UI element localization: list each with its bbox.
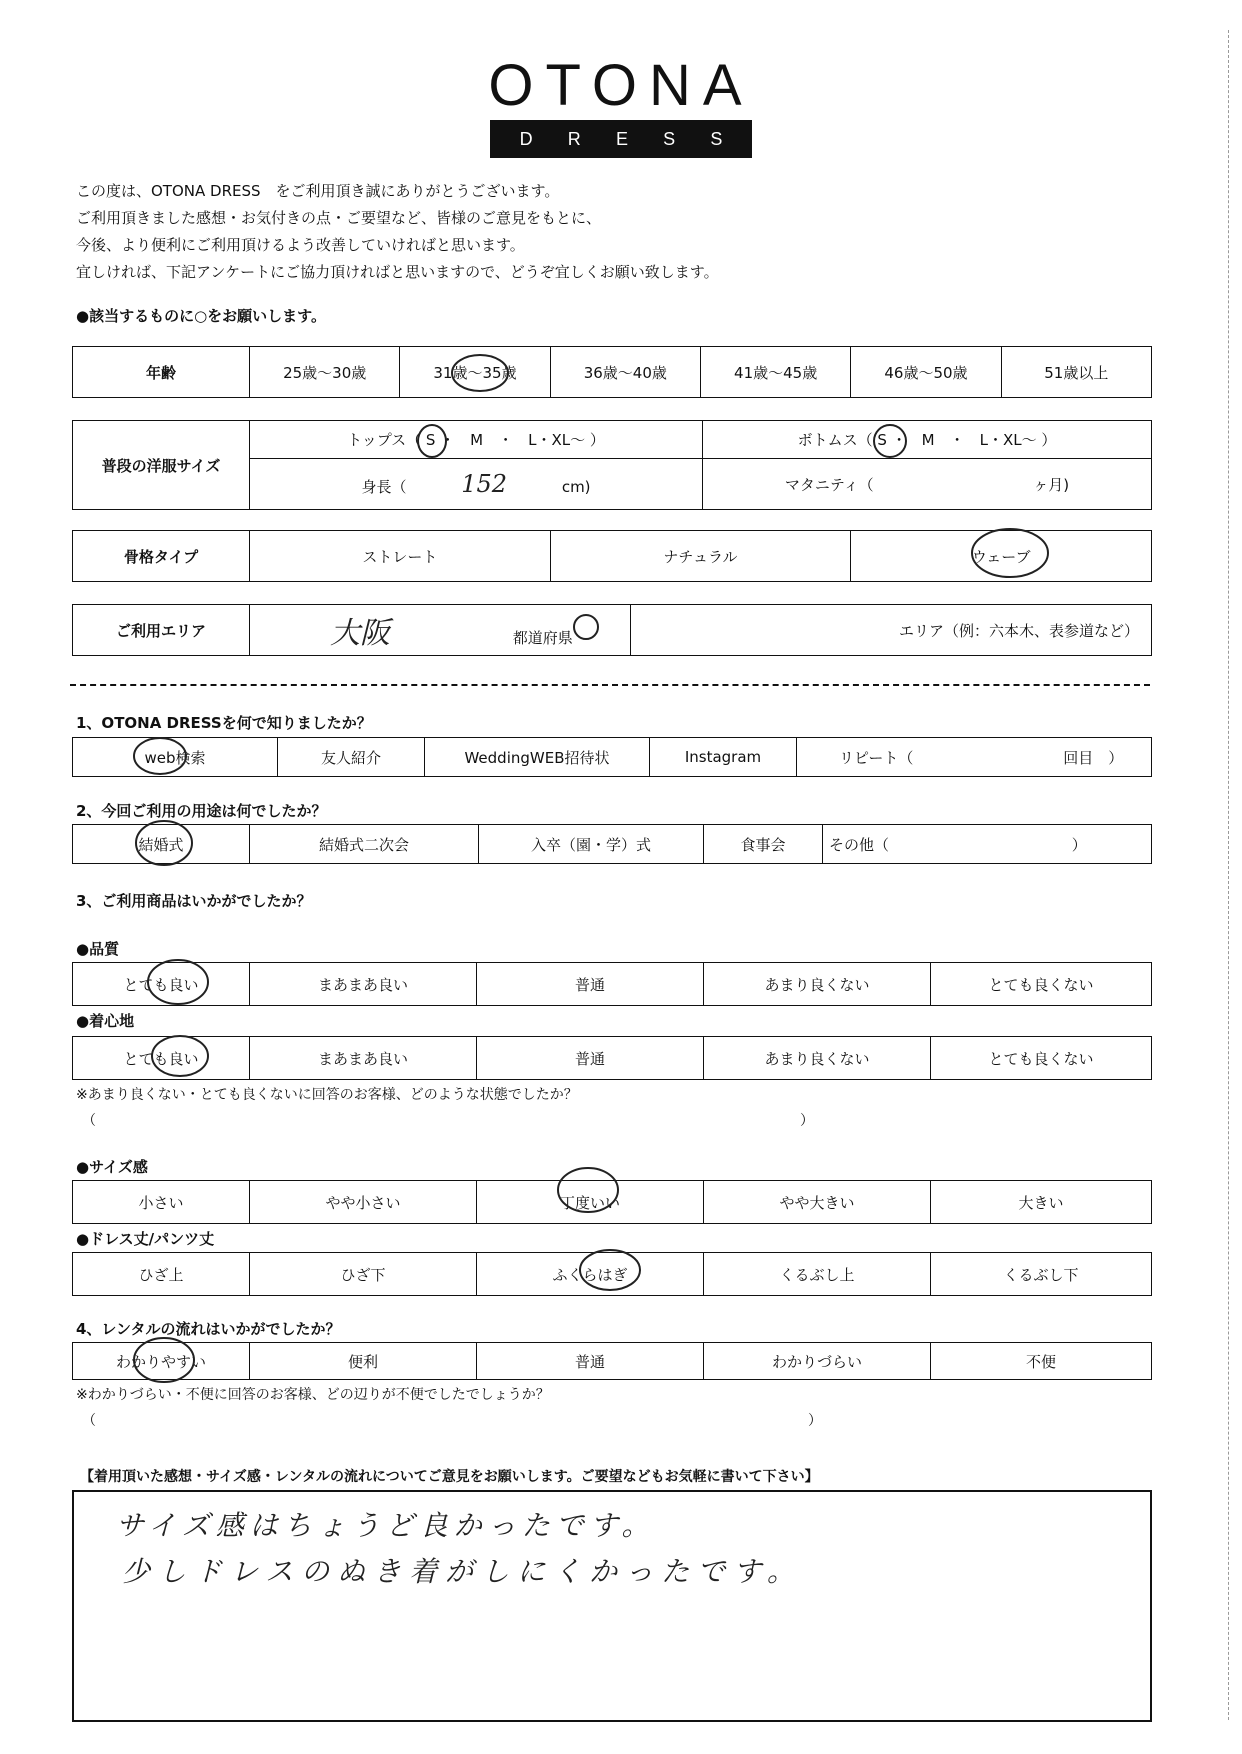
comfort-table — [72, 1036, 1152, 1080]
q4-option[interactable]: わかりやすい — [73, 1343, 250, 1380]
fit-label: ●サイズ感 — [76, 1158, 148, 1176]
tops-size-options[interactable]: トップス（ S ・ M ・ L・XL～ ） — [250, 421, 703, 459]
age-table — [72, 346, 1152, 398]
comfort-option[interactable]: 普通 — [477, 1037, 704, 1080]
body-type-table — [72, 530, 1152, 582]
comment-line: 少しドレスのぬき着がしにくかったです。 — [122, 1555, 803, 1588]
note-bad-quality: ※あまり良くない・とても良くないに回答のお客様、どのような状態でしたか？ — [76, 1087, 578, 1103]
length-option[interactable]: ひざ上 — [73, 1253, 250, 1296]
q4-option[interactable]: 不便 — [931, 1343, 1152, 1380]
q1-option[interactable]: 友人紹介 — [278, 738, 425, 777]
paren-close: ） — [800, 1113, 814, 1129]
intro-text — [76, 178, 719, 286]
fit-table — [72, 1180, 1152, 1224]
age-option[interactable]: 46歳～50歳 — [851, 347, 1001, 398]
quality-option[interactable]: まあまあ良い — [250, 963, 477, 1006]
area-field[interactable]: エリア（例：六本木、表参道など） — [631, 605, 1152, 656]
dress-letter: S — [663, 128, 676, 149]
q1-option[interactable]: web検索 — [73, 738, 278, 777]
maternity-unit: ヶ月) — [1033, 475, 1070, 494]
brand-logo: OTONA — [488, 53, 754, 118]
quality-option[interactable]: とても良くない — [931, 963, 1152, 1006]
q2-title: 2、今回ご利用の用途は何でしたか？ — [76, 802, 327, 820]
quality-option[interactable]: あまり良くない — [704, 963, 931, 1006]
dress-letter: S — [710, 128, 723, 149]
q2-option[interactable]: 結婚式二次会 — [250, 825, 479, 864]
age-option[interactable]: 51歳以上 — [1001, 347, 1151, 398]
maternity-field[interactable] — [703, 459, 1152, 510]
area-label: ご利用エリア — [73, 605, 250, 656]
fit-option[interactable]: 大きい — [931, 1181, 1152, 1224]
dashed-divider — [70, 684, 1150, 686]
other-label: その他（ — [829, 835, 890, 854]
prefecture-value: 大阪 — [330, 616, 390, 651]
intro-line: 宜しければ、下記アンケートにご協力頂ければと思いますので、どうぞ宜しくお願い致します。 — [76, 263, 719, 281]
scan-edge-line — [1228, 30, 1229, 1720]
body-type-option[interactable]: ストレート — [250, 531, 551, 582]
age-option[interactable]: 41歳～45歳 — [700, 347, 850, 398]
length-label: ●ドレス丈/パンツ丈 — [76, 1230, 215, 1248]
q1-title: 1、OTONA DRESSを何で知りましたか？ — [76, 714, 372, 732]
fit-option[interactable]: やや小さい — [250, 1181, 477, 1224]
dress-letter: R — [567, 128, 581, 149]
repeat-count-label: 回目 ） — [1063, 748, 1124, 767]
dress-letter: D — [519, 128, 533, 149]
area-table — [72, 604, 1152, 656]
age-label: 年齢 — [73, 347, 250, 398]
length-option[interactable]: くるぶし下 — [931, 1253, 1152, 1296]
size-table — [72, 420, 1152, 510]
intro-line: この度は、OTONA DRESS をご利用頂き誠にありがとうございます。 — [76, 182, 560, 200]
age-option[interactable]: 36歳～40歳 — [550, 347, 700, 398]
q1-option[interactable]: WeddingWEB招待状 — [425, 738, 650, 777]
quality-option[interactable]: 普通 — [477, 963, 704, 1006]
paren-open-2: （ — [82, 1413, 96, 1429]
repeat-label: リピート（ — [839, 748, 914, 767]
q2-option[interactable]: 食事会 — [704, 825, 823, 864]
fit-option[interactable]: やや大きい — [704, 1181, 931, 1224]
other-close: ） — [1071, 835, 1087, 854]
q1-option[interactable]: Instagram — [650, 738, 797, 777]
body-type-option[interactable]: ナチュラル — [550, 531, 851, 582]
q1-table — [72, 737, 1152, 777]
comfort-option[interactable]: とても良くない — [931, 1037, 1152, 1080]
age-option[interactable]: 31歳～35歳 — [400, 347, 550, 398]
q4-option[interactable]: わかりづらい — [704, 1343, 931, 1380]
q2-table — [72, 824, 1152, 864]
comfort-option[interactable]: まあまあ良い — [250, 1037, 477, 1080]
paren-open: （ — [82, 1113, 96, 1129]
height-label: 身長（ — [361, 478, 407, 497]
size-label: 普段の洋服サイズ — [73, 421, 250, 510]
note-inconvenient: ※わかりづらい・不便に回答のお客様、どの辺りが不便でしたでしょうか？ — [76, 1387, 550, 1403]
comfort-option[interactable]: とても良い — [73, 1037, 250, 1080]
length-option[interactable]: ひざ下 — [250, 1253, 477, 1296]
length-option[interactable]: ふくらはぎ — [477, 1253, 704, 1296]
quality-option[interactable]: とても良い — [73, 963, 250, 1006]
body-type-option[interactable]: ウェーブ — [851, 531, 1152, 582]
fit-option[interactable]: 丁度いい — [477, 1181, 704, 1224]
age-option[interactable]: 25歳～30歳 — [250, 347, 400, 398]
height-value: 152 — [461, 470, 508, 499]
comments-box[interactable] — [72, 1490, 1152, 1722]
comments-title: 【着用頂いた感想・サイズ感・レンタルの流れについてご意見をお願いします。ご要望などもお気軽に書いて下さい】 — [80, 1469, 819, 1485]
brand-dress-bar — [490, 120, 752, 158]
q1-option-repeat[interactable] — [797, 738, 1152, 777]
length-table — [72, 1252, 1152, 1296]
intro-line: ご利用頂きました感想・お気付きの点・ご要望など、皆様のご意見をもとに、 — [76, 209, 602, 227]
comfort-option[interactable]: あまり良くない — [704, 1037, 931, 1080]
paren-close-2: ） — [808, 1413, 822, 1429]
prefecture-field[interactable] — [250, 605, 631, 656]
intro-line: 今後、より便利にご利用頂けるよう改善していければと思います。 — [76, 236, 525, 254]
dress-letter: E — [615, 128, 628, 149]
q4-option[interactable]: 普通 — [477, 1343, 704, 1380]
q2-option[interactable]: 結婚式 — [73, 825, 250, 864]
height-field[interactable] — [250, 459, 703, 510]
prefecture-suffix: 都道府県 — [512, 629, 573, 647]
q2-option-other[interactable] — [823, 825, 1152, 864]
maternity-label: マタニティ（ — [784, 475, 874, 494]
bottoms-size-options[interactable]: ボトムス（ S ・ M ・ L・XL～ ） — [703, 421, 1152, 459]
q3-title: 3、ご利用商品はいかがでしたか？ — [76, 892, 312, 910]
quality-table — [72, 962, 1152, 1006]
height-unit: cm) — [561, 478, 591, 497]
q4-table — [72, 1342, 1152, 1380]
body-type-label: 骨格タイプ — [73, 531, 250, 582]
comfort-label: ●着心地 — [76, 1012, 135, 1030]
quality-label: ●品質 — [76, 940, 120, 958]
fit-option[interactable]: 小さい — [73, 1181, 250, 1224]
q4-title: 4、レンタルの流れはいかがでしたか？ — [76, 1320, 341, 1338]
q2-option[interactable]: 入卒（園・学）式 — [479, 825, 704, 864]
comment-line: サイズ感はちょうど良かったです。 — [116, 1509, 656, 1542]
length-option[interactable]: くるぶし上 — [704, 1253, 931, 1296]
q4-option[interactable]: 便利 — [250, 1343, 477, 1380]
section-instruction: ●該当するものに○をお願いします。 — [76, 307, 326, 325]
